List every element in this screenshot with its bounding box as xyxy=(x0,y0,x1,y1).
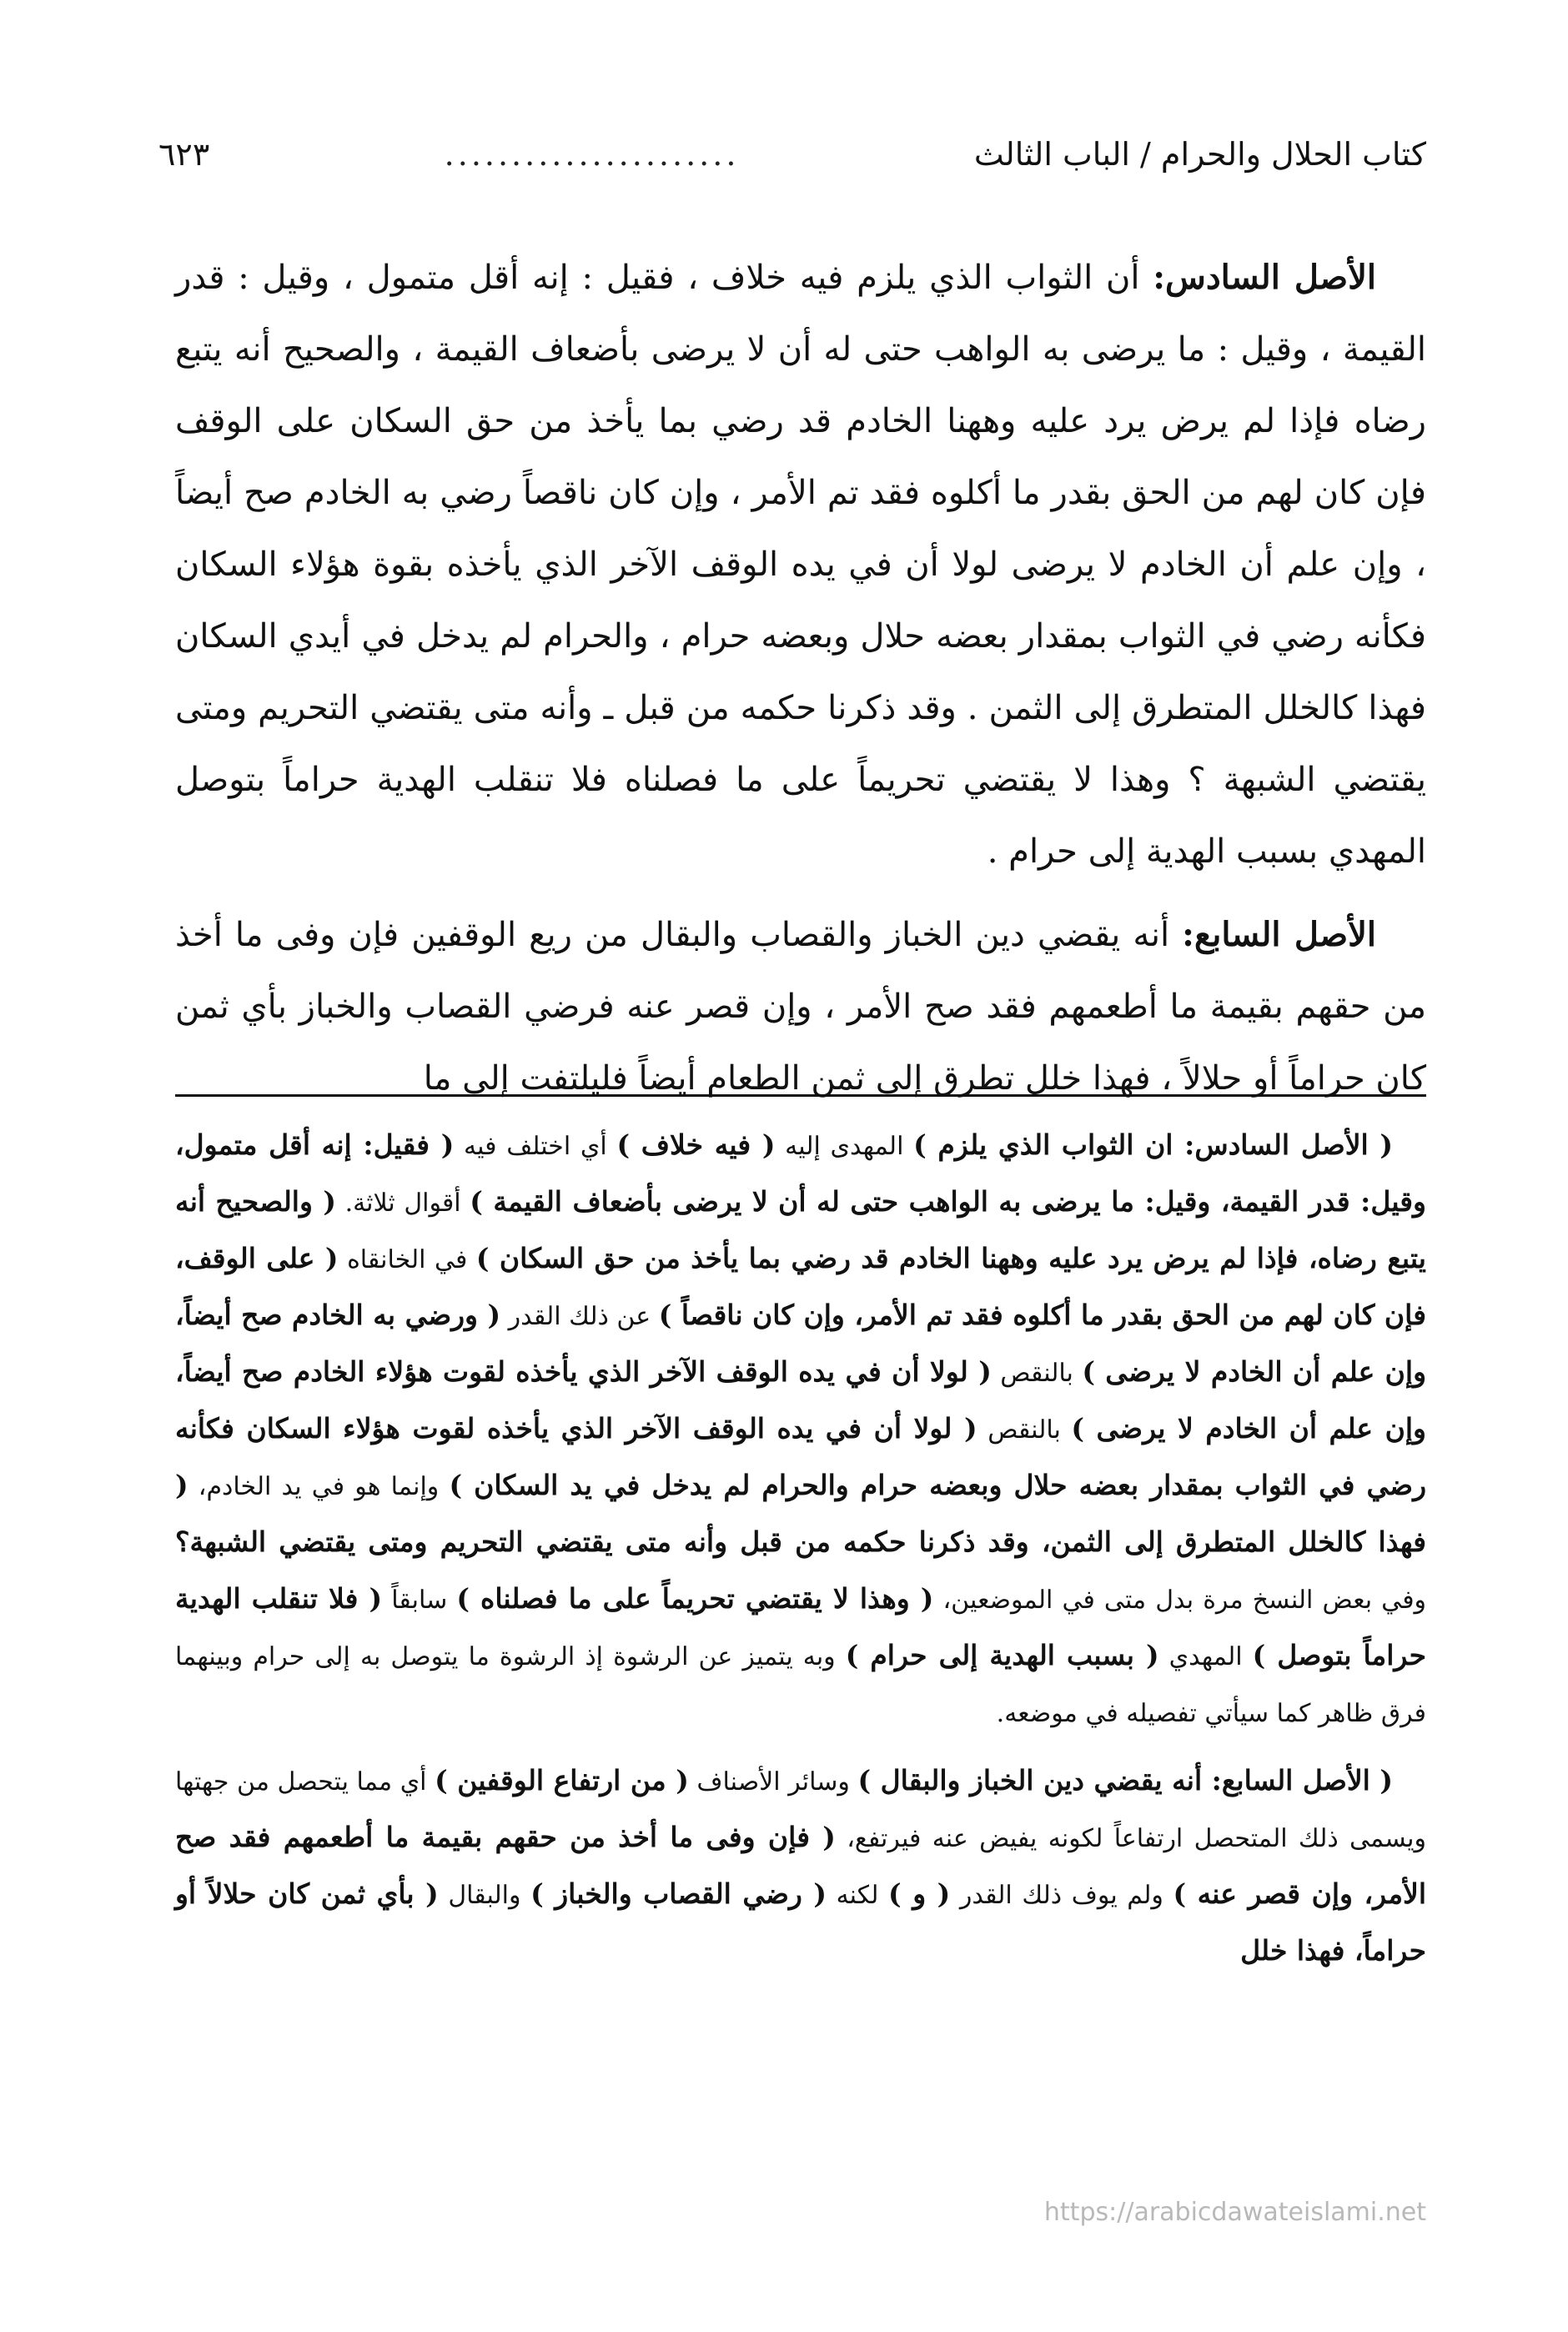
paragraph-heading: الأصل السابع: xyxy=(1182,915,1377,954)
commentary-text: المهدى إليه xyxy=(775,1132,914,1161)
commentary-text: سابقاً xyxy=(382,1586,457,1615)
quoted-source-text: ( لولا أن في يده الوقف الآخر الذي يأخذه لقوت هؤلاء السكان فكأنه رضي في الثواب بمقدار بعضه حلال وبعضه حرام والحرام لم يدخل في يد السكان ) xyxy=(175,1412,1427,1501)
commentary-text: أي اختلف فيه xyxy=(454,1132,617,1161)
commentary-text: أقوال ثلاثة. xyxy=(336,1189,470,1218)
commentary-text: في الخانقاه xyxy=(338,1245,476,1274)
commentary-paragraph xyxy=(175,1753,1426,1978)
main-paragraph xyxy=(175,899,1426,1114)
quoted-source-text: ( بأي ثمن كان حلالاً أو حراماً، فهذا خلل xyxy=(175,1877,1426,1967)
quoted-source-text: ( فهذا كالخلل المتطرق إلى الثمن، وقد ذكرنا حكمه من قبل وأنه متى يقتضي التحريم ومتى يقتضي الشبهة؟ xyxy=(175,1469,1426,1558)
header-leader-dots: ...................... xyxy=(444,136,740,173)
commentary-text: وسائر الأصناف xyxy=(688,1767,858,1797)
quoted-source-text: ( ورضي به الخادم صح أيضاً، وإن علم أن الخادم لا يرضى ) xyxy=(175,1299,1427,1388)
paragraph-body: أن الثواب الذي يلزم فيه خلاف ، فقيل : إنه أقل متمول ، وقيل : قدر القيمة ، وقيل : ما يرضى به الواهب حتى له أن لا يرضى بأضعاف القيمة ، والصحيح أنه يتبع رضاه فإذا لم يرض يرد عليه وههنا الخادم قد رضي بما يأخذ من حق السكان على الوقف فإن كان لهم من الحق بقدر ما أكلوه فقد تم الأمر ، وإن كان ناقصاً رضي به الخادم صح أيضاً ، وإن علم أن الخادم لا يرضى لولا أن في يده الوقف الآخر الذي يأخذه بقوة هؤلاء السكان فكأنه رضي في الثواب بمقدار بعضه حلال وبعضه حرام ، والحرام لم يدخل في أيدي السكان فهذا كالخلل المتطرق إلى الثمن . وقد ذكرنا حكمه من قبل ـ وأنه متى يقتضي التحريم ومتى يقتضي الشبهة ؟ وهذا لا يقتضي تحريماً على ما فصلناه فلا تنقلب الهدية حراماً بتوصل المهدي بسبب الهدية إلى حرام . xyxy=(175,259,1426,871)
commentary-text: وفي بعض النسخ مرة بدل متى في الموضعين، xyxy=(933,1586,1427,1615)
paragraph-body: أنه يقضي دين الخباز والقصاب والبقال من ريع الوقفين فإن وفى ما أخذ من حقهم بقيمة ما أطعمهم فقد صح الأمر ، وإن قصر عنه فرضي القصاب والخباز بأي ثمن كان حراماً أو حلالاً ، فهذا خلل تطرق إلى ثمن الطعام أيضاً فليلتفت إلى ما xyxy=(175,916,1426,1098)
quoted-source-text: ( فإن وفى ما أخذ من حقهم بقيمة ما أطعمهم فقد صح الأمر، وإن قصر عنه ) xyxy=(175,1821,1427,1910)
commentary-text: بالنقص xyxy=(991,1359,1083,1388)
running-header xyxy=(158,125,1426,183)
paragraph-heading: الأصل السادس: xyxy=(1153,258,1376,297)
main-paragraph xyxy=(175,242,1426,887)
commentary-text: والبقال xyxy=(438,1881,531,1910)
commentary-text: وإنما هو في يد الخادم، xyxy=(188,1472,450,1501)
quoted-source-text: ( فقيل: إنه أقل متمول، وقيل: قدر القيمة، وقيل: ما يرضى به الواهب حتى له أن لا يرضى بأضعاف القيمة ) xyxy=(175,1128,1426,1218)
commentary-text: المهدي xyxy=(1158,1642,1253,1671)
quoted-source-text: ( والصحيح أنه يتبع رضاه، فإذا لم يرض يرد عليه وههنا الخادم قد رضي بما يأخذ من حق السكان ) xyxy=(175,1185,1426,1274)
quoted-source-text: ( رضي القصاب والخباز ) xyxy=(530,1877,827,1910)
commentary xyxy=(175,1118,1426,1978)
quoted-source-text: ( لولا أن في يده الوقف الآخر الذي يأخذه لقوت هؤلاء الخادم صح أيضاً، وإن علم أن الخادم لا يرضى ) xyxy=(175,1355,1426,1445)
main-text xyxy=(175,242,1426,1114)
commentary-text: ولم يوف ذلك القدر xyxy=(950,1881,1173,1910)
running-title: كتاب الحلال والحرام / الباب الثالث xyxy=(973,136,1426,173)
quoted-source-text: ( الأصل السابع: أنه يقضي دين الخباز والبقال ) xyxy=(857,1764,1393,1797)
quoted-source-text: ( من ارتفاع الوقفين ) xyxy=(435,1764,689,1797)
quoted-source-text: ( على الوقف، فإن كان لهم من الحق بقدر ما أكلوه فقد تم الأمر، وإن كان ناقصاً ) xyxy=(175,1242,1426,1331)
commentary-text: بالنقص xyxy=(977,1415,1072,1445)
page-number: ٦٢٣ xyxy=(158,136,210,173)
quoted-source-text: ( بسبب الهدية إلى حرام ) xyxy=(845,1639,1159,1671)
quoted-source-text: ( فلا تنقلب الهدية حراماً بتوصل ) xyxy=(175,1582,1426,1671)
quoted-source-text: ( فيه خلاف ) xyxy=(616,1128,776,1161)
quoted-source-text: ( وهذا لا يقتضي تحريماً على ما فصلناه ) xyxy=(456,1582,934,1615)
watermark-url: https://arabicdawateislami.net xyxy=(1043,2198,1426,2227)
quoted-source-text: ( و ) xyxy=(888,1877,951,1910)
commentary-text: لكنه xyxy=(827,1881,889,1910)
commentary-paragraph xyxy=(175,1118,1426,1741)
quoted-source-text: ( الأصل السادس: ان الثواب الذي يلزم ) xyxy=(913,1128,1394,1161)
commentary-text: وبه يتميز عن الرشوة إذ الرشوة ما يتوصل به إلى حرام وبينهما فرق ظاهر كما سيأتي تفصيله في موضعه. xyxy=(175,1642,1426,1728)
footnote-divider xyxy=(175,1094,1426,1097)
commentary-text: عن ذلك القدر xyxy=(500,1302,659,1331)
commentary-text: أي مما يتحصل من جهتها ويسمى ذلك المتحصل ارتفاعاً لكونه يفيض عنه فيرتفع، xyxy=(175,1767,1426,1853)
